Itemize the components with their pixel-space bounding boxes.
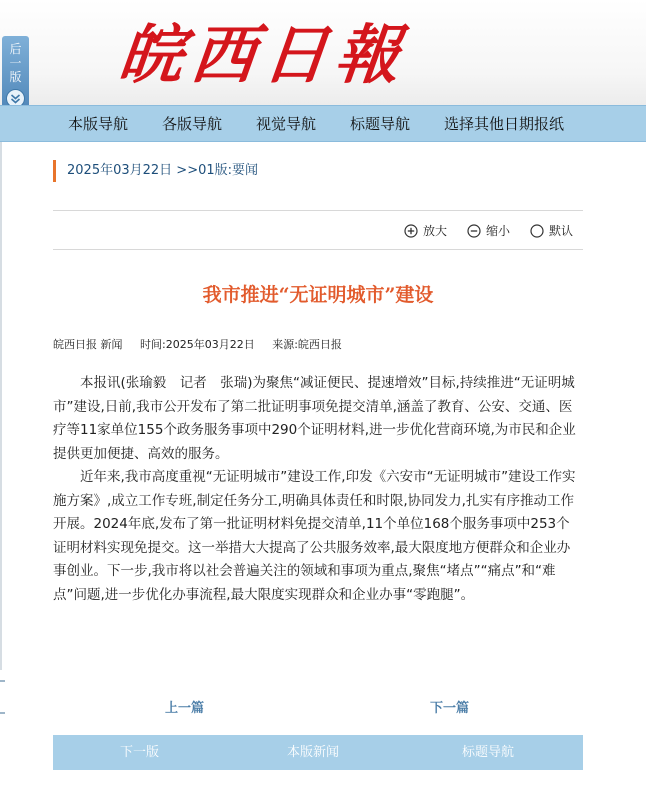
font-size-toolbar <box>53 210 583 250</box>
article-title: 我市推进“无证明城市”建设 <box>202 284 434 306</box>
article-paragraph: 近年来,我市高度重视“无证明城市”建设工作,印发《六安市“无证明城市”建设工作实施方案》,成立工作专班,制定任务分工,明确具体责任和时限,协同发力,扎实有序推动工作开展。2024年底,发布了第一批证明材料免提交清单,11个单位168个服务事项中253个证明材料实现免提交。这一举措大大提高了公共服务效率,最大限度地方便群众和企业办事创业。下一步,我市将以社会普遍关注的领域和事项为重点,聚焦“堵点”“痛点”和“难点”问题,进一步优化办事流程,最大限度实现群众和企业办事“零跑腿”。 <box>53 469 576 603</box>
minus-circle-icon <box>467 224 481 238</box>
breadcrumb: 2025年03月22日 >>01版:要闻 <box>53 160 258 182</box>
bottom-headlines[interactable]: 标题导航 <box>462 745 515 760</box>
bottom-navigation <box>53 735 583 770</box>
next-article-link[interactable]: 下一篇 <box>430 701 470 716</box>
bottom-next-page[interactable]: 下一版 <box>120 745 160 760</box>
next-page-side-tab[interactable] <box>2 36 29 112</box>
default-size-label: 默认 <box>549 224 574 238</box>
meta-origin: 来源:皖西日报 <box>272 338 342 351</box>
newspaper-masthead: 皖西日報 <box>115 18 412 93</box>
zoom-in-label: 放大 <box>423 224 448 238</box>
left-divider <box>0 142 2 670</box>
article-meta <box>53 336 356 352</box>
zoom-out-label: 缩小 <box>486 224 511 238</box>
left-tick <box>0 680 5 682</box>
side-tab-char: 一 <box>9 56 22 70</box>
meta-section: 皖西日报 新闻 <box>53 338 123 351</box>
top-navigation <box>0 105 646 142</box>
nav-visual[interactable]: 视觉导航 <box>256 115 317 133</box>
circle-icon <box>530 224 544 238</box>
article-paragraph: 本报讯(张瑜毅 记者 张瑞)为聚焦“减证便民、提速增效”目标,持续推进“无证明城市”建设,日前,我市公开发布了第二批证明事项免提交清单,涵盖了教育、公安、交通、医疗等11家单位155个政务服务事项中290个证明材料,进一步优化营商环境,为市民和企业提供更加便捷、高效的服务。 <box>53 375 576 462</box>
plus-circle-icon <box>404 224 418 238</box>
nav-headlines[interactable]: 标题导航 <box>350 115 411 133</box>
previous-article-link[interactable]: 上一篇 <box>165 701 205 716</box>
header <box>0 0 646 105</box>
nav-all-pages[interactable]: 各版导航 <box>162 115 223 133</box>
nav-this-page[interactable]: 本版导航 <box>68 115 129 133</box>
left-tick <box>0 712 5 714</box>
side-tab-char: 版 <box>9 70 22 84</box>
side-tab-char: 后 <box>9 42 22 56</box>
meta-time: 时间:2025年03月22日 <box>140 338 255 351</box>
article-body <box>53 372 583 607</box>
nav-other-dates[interactable]: 选择其他日期报纸 <box>444 115 565 133</box>
bottom-page-news[interactable]: 本版新闻 <box>287 745 340 760</box>
